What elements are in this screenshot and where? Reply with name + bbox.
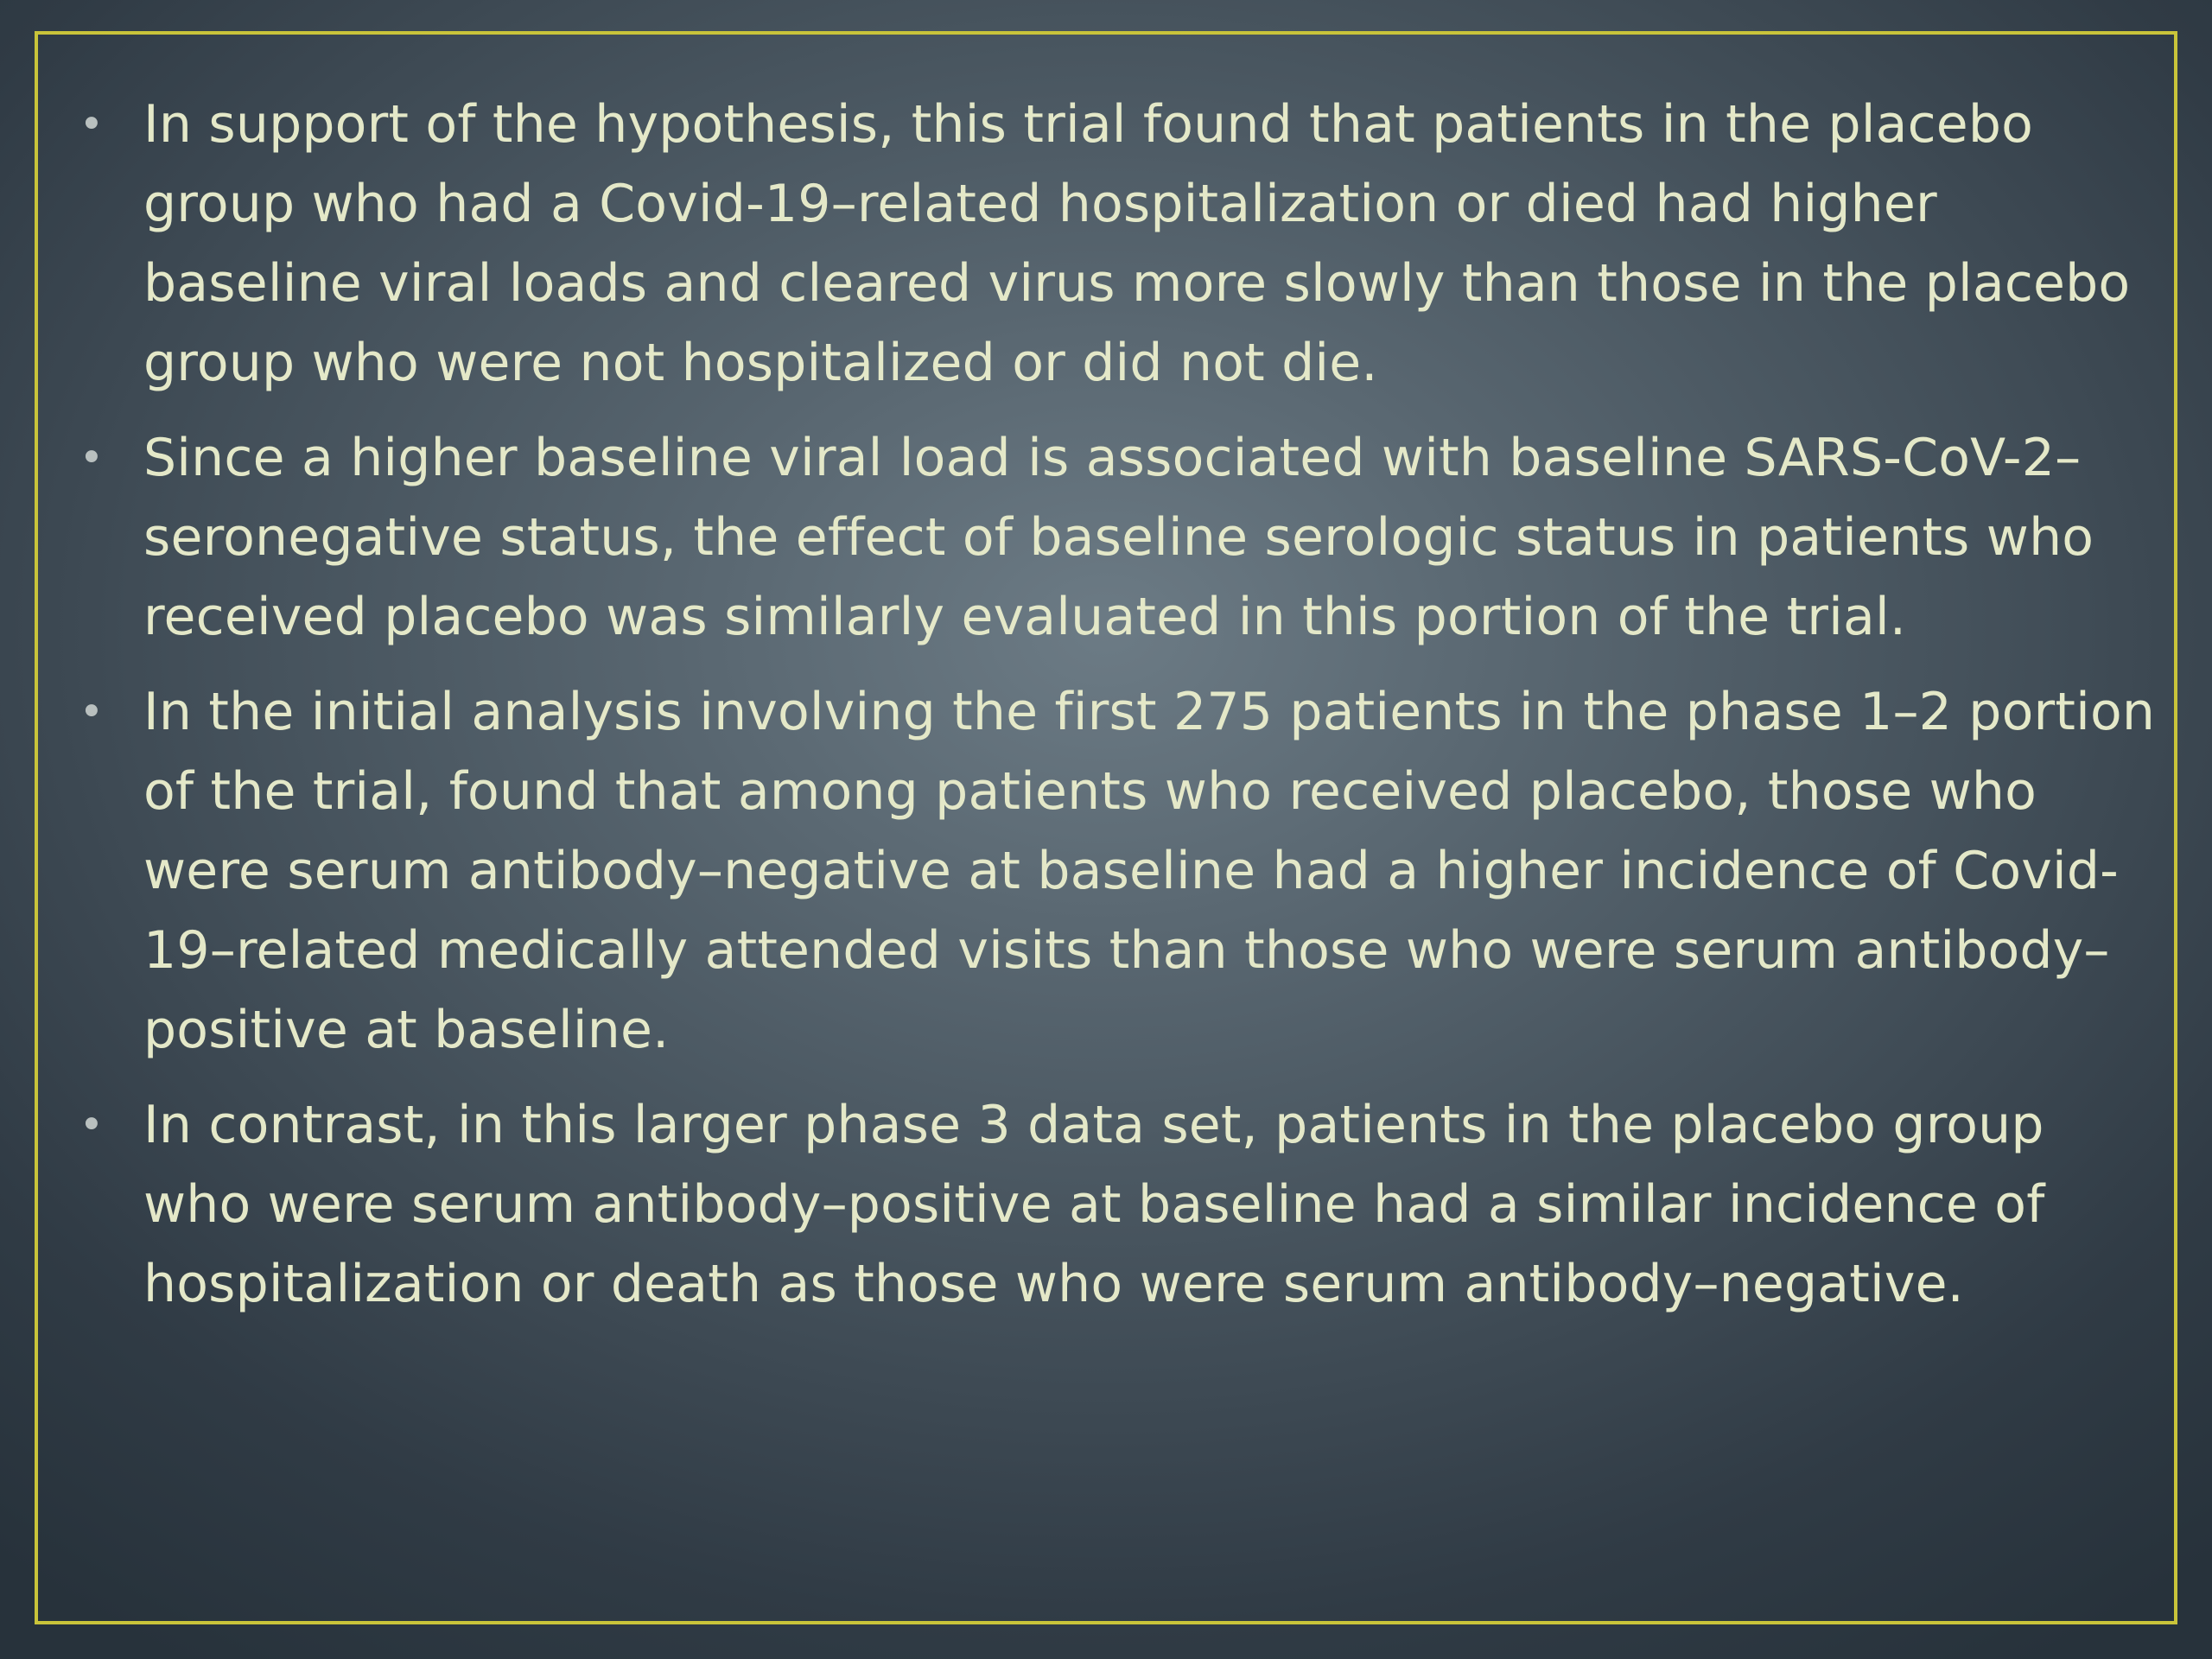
bullet-text: In the initial analysis involving the first 275 patients in the phase 1–2 portion of the trial, found that among patients who received placebo, those who were serum antibody–negative at baseline had a higher incidence of Covid-19–related medically attended visits than those who were serum antibody–positive at baseline. (143, 682, 2156, 1060)
bullet-item-2 (74, 418, 2165, 657)
bullet-text: In contrast, in this larger phase 3 data set, patients in the placebo group who were serum antibody–positive at baseline had a similar incidence of hospitalization or death as those who were serum antibody–negative. (143, 1095, 2045, 1314)
bullet-icon: • (79, 688, 105, 736)
bullet-icon: • (79, 100, 105, 149)
bullet-text: Since a higher baseline viral load is associated with baseline SARS-CoV-2–seronegative status, the effect of baseline serologic status in patients who received placebo was similarly evaluated in this portion of the trial. (143, 428, 2094, 647)
bullet-icon: • (79, 1101, 105, 1149)
bullet-item-3 (74, 672, 2165, 1070)
bullet-text: In support of the hypothesis, this trial found that patients in the placebo group who had a Covid-19–related hospitalization or died had higher baseline viral loads and cleared virus more slowly than those in the placebo group who were not hospitalized or did not die. (143, 94, 2131, 393)
bullet-item-1 (74, 85, 2165, 403)
bullet-item-4 (74, 1085, 2165, 1324)
bullet-icon: • (79, 434, 105, 482)
bullet-list (74, 85, 2165, 1339)
